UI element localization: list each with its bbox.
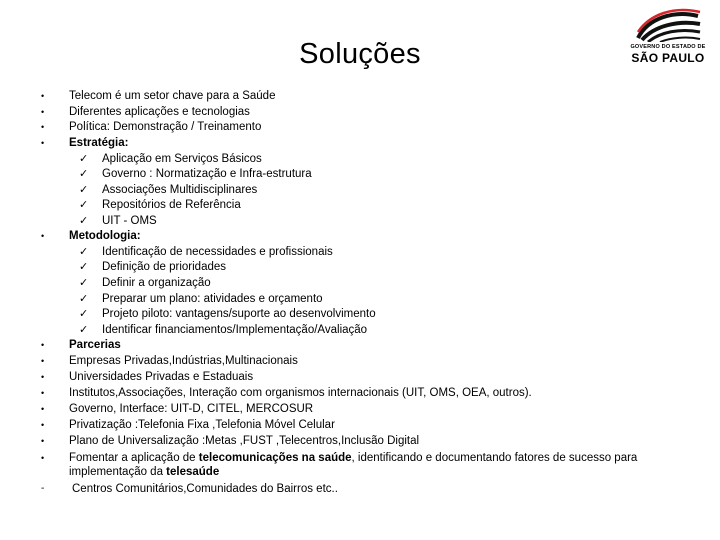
check-icon: ✓ [79,293,89,305]
item-text: Governo, Interface: UIT-D, CITEL, MERCOSUR [69,403,314,415]
item-text: Privatização :Telefonia Fixa ,Telefonia Móvel Celular [69,419,335,431]
bullet-marker: • [41,231,45,241]
bullet-marker: • [41,436,45,446]
bullet-marker: • [41,356,45,366]
check-icon: ✓ [79,324,89,336]
item-text: Institutos,Associações, Interação com organismos internacionais (UIT, OMS, OEA, outros). [69,387,532,399]
sub-item-text: Identificar financiamentos/Implementação/Avaliação [102,324,368,336]
item-text: Telecom é um setor chave para a Saúde [69,90,276,102]
dash-marker: - [41,483,45,494]
item-text: Universidades Privadas e Estaduais [69,371,254,383]
fomentar-part-1: Fomentar a aplicação de [69,452,199,464]
check-icon: ✓ [79,215,89,227]
logo-line-2: SÃO PAULO [631,51,705,65]
item-text: Plano de Universalização :Metas ,FUST ,Telecentros,Inclusão Digital [69,435,420,447]
item-text: Política: Demonstração / Treinamento [69,121,262,133]
item-text: Diferentes aplicações e tecnologias [69,106,250,118]
bullet-marker: • [41,122,45,132]
bullet-marker: • [41,372,45,382]
bullet-marker: • [41,388,45,398]
sub-item-text: Identificação de necessidades e profissionais [102,246,333,258]
check-icon: ✓ [79,199,89,211]
fomentar-part-2: , identificando e documentando fatores de sucesso para [351,452,638,464]
sub-item-text: UIT - OMS [102,215,157,227]
section-heading-estrategia: Estratégia: [69,137,129,149]
sub-item-text: Definição de prioridades [102,261,227,273]
check-icon: ✓ [79,277,89,289]
item-text [69,465,219,479]
sub-item-text: Governo : Normatização e Infra-estrutura [102,168,312,180]
item-text: Centros Comunitários,Comunidades do Bairros etc.. [72,483,338,495]
sub-item-text: Preparar um plano: atividades e orçamento [102,293,323,305]
bullet-marker: • [41,138,45,148]
section-heading-parcerias: Parcerias [69,339,121,351]
bullet-marker: • [41,340,45,350]
bullet-marker: • [41,420,45,430]
sub-item-text: Projeto piloto: vantagens/suporte ao desenvolvimento [102,308,376,320]
item-text [69,451,637,465]
sao-paulo-logo [628,8,708,64]
sub-item-text: Associações Multidisciplinares [102,184,258,196]
check-icon: ✓ [79,246,89,258]
check-icon: ✓ [79,153,89,165]
check-icon: ✓ [79,184,89,196]
sub-item-text: Aplicação em Serviços Básicos [102,153,262,165]
bullet-marker: • [41,453,45,463]
fomentar-bold-2: telesaúde [166,466,220,478]
bullet-marker: • [41,404,45,414]
sub-item-text: Repositórios de Referência [102,199,241,211]
bullet-marker: • [41,91,45,101]
fomentar-bold-1: telecomunicações na saúde [198,452,352,464]
sao-paulo-flag-icon [634,8,702,42]
check-icon: ✓ [79,168,89,180]
section-heading-metodologia: Metodologia: [69,230,141,242]
check-icon: ✓ [79,261,89,273]
bullet-marker: • [41,107,45,117]
check-icon: ✓ [79,308,89,320]
logo-line-1: GOVERNO DO ESTADO DE [630,44,706,50]
page-title: Soluções [299,38,421,70]
sub-item-text: Definir a organização [102,277,211,289]
item-text: Empresas Privadas,Indústrias,Multinacionais [69,355,298,367]
fomentar-part-3: implementação da [69,466,167,478]
